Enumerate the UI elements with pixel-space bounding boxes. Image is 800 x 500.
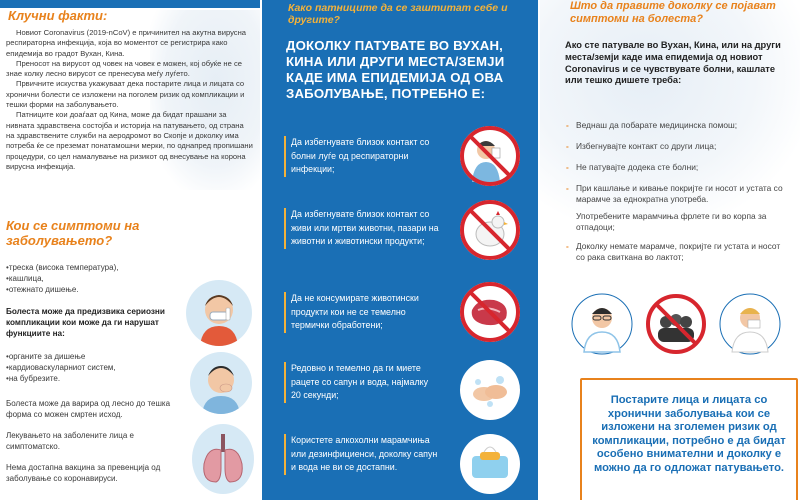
elderly-warning-text: Постарите лица и лицата со хронични заболувања кои се изложени на зголемен ризик од компликации, потребно е да бидат особено внимателни и доколку е можно да го одложат патувањето. xyxy=(592,394,786,474)
key-facts-column xyxy=(0,0,260,500)
fact-paragraph: Патниците кои доаѓаат од Кина, може да бидат прашани за нивната здравствена состојба и историја на патувањето, од страна на здравствените служби на аеродромот во Скопје и доколку има потреба ќе се преземат понатамошни мерки, по однапред пропишани процедури, со цел намалување на ризикот од внесување на корона вирусна инфекција. xyxy=(6,110,253,171)
action-title: Што да правите доколку се појават симптоми на болеста? xyxy=(570,0,776,25)
organ-item: • на бубрезите. xyxy=(6,373,116,384)
action-item: - Избегнувајте контакт со други лица; xyxy=(566,141,786,152)
no-raw-meat-icon xyxy=(458,280,522,344)
advice-item: Да избегнувате близок контакт со живи или мртви животни, пазари на животни и животински продукти; xyxy=(284,208,439,249)
fact-paragraph: Новиот Coronavirus (2019-nCoV) е причинител на акутна вирусна респираторна инфекција, која во моментот се регистрира како епидемија во градот Вухан, Кина. xyxy=(6,28,247,58)
symptom-item: • отежнато дишење. xyxy=(6,284,118,295)
action-item: - Не патувајте додека сте болни; xyxy=(566,162,786,173)
organ-item: • органите за дишење xyxy=(6,351,116,362)
sneezing-person-icon xyxy=(718,292,782,356)
symptoms-action-column xyxy=(540,0,800,500)
fact-paragraph: Преносот на вирусот од човек на човек е можен, кој обуќе не се знае колку лесно вирусот се пренесува меѓу луѓето. xyxy=(6,58,242,79)
action-item: - При кашлање и кивање покријте ги носот и устата со марамче за еднократна употреба. xyxy=(566,183,786,205)
advice-item: Да не консумирате животински продукти кои не се темелно термички обработени; xyxy=(284,292,439,333)
treatment-text: Лекувањето на заболените лица е симптоматско. xyxy=(6,431,134,451)
advice-item: Користете алкохолни марамчиња или дезинфициенси, доколку сапун и вода не ви се достапни. xyxy=(284,434,439,475)
coughing-person-illustration xyxy=(190,352,252,414)
protection-column xyxy=(262,0,538,500)
elderly-warning-box xyxy=(580,378,798,500)
symptom-item: • кашлица, xyxy=(6,273,118,284)
wet-wipes-icon xyxy=(458,432,522,496)
no-crowd-icon xyxy=(644,292,708,356)
lungs-illustration xyxy=(192,424,254,494)
action-item: Употребените марамчиња фрлете ги во корпа за отпадоци; xyxy=(576,211,767,232)
symptoms-list xyxy=(6,262,118,295)
travel-warning-headline: ДОКОЛКУ ПАТУВАТЕ ВО ВУХАН, КИНА ИЛИ ДРУГИ МЕСТА/ЗЕМЈИ КАДЕ ИМА ЕПИДЕМИЈА ОД ОВА ЗАБОЛУВАЊЕ, ПОТРЕБНО Е: xyxy=(286,38,505,101)
key-facts-text xyxy=(6,28,254,172)
action-list xyxy=(566,120,786,263)
action-item: - Веднаш да побарате медицинска помош; xyxy=(566,120,786,131)
key-facts-title: Клучни факти: xyxy=(8,8,108,23)
severity-text: Болеста може да варира од лесно до тешка форма со можен смртен исход. xyxy=(6,399,171,419)
sick-person-mask-illustration xyxy=(186,280,252,346)
symptom-item: • треска (висока температура), xyxy=(6,262,118,273)
hand-washing-icon xyxy=(458,358,522,422)
action-intro: Ако сте патувале во Вухан, Кина, или на други места/земји каде има епидемија од новиот Coronavirus и се чувствувате болни, кашлате или тешко дишете треба: xyxy=(565,40,781,86)
organs-list xyxy=(6,351,116,384)
doctor-icon xyxy=(570,292,634,356)
action-item: - Доколку немате марамче, покријте ги устата и носот со рака свиткана во лактот; xyxy=(566,241,786,263)
advice-item: Редовно и темелно да ги миете рацете со сапун и вода, најмалку 20 секунди; xyxy=(284,362,439,403)
no-contact-sick-icon xyxy=(458,124,522,188)
symptoms-title: Кои се симптоми на заболувањето? xyxy=(6,218,140,248)
complications-title: Болеста може да предизвика сериозни компликации кои може да ги нарушат функциите на: xyxy=(6,307,165,338)
advice-item: Да избегнувате близок контакт со болни луѓе од респираторни инфекции; xyxy=(284,136,439,177)
protection-subtitle: Како патниците да се заштитат себе и другите? xyxy=(288,2,508,26)
vaccine-text: Нема достапна вакцина за превенција од заболување со коронавируси. xyxy=(6,463,161,483)
fact-paragraph: Првичните искуства укажуваат дека постарите лица и лицата со хронични болести се изложени на поголем ризик од компликации и тешки форми на заболувањето. xyxy=(6,79,245,110)
no-live-animals-icon xyxy=(458,198,522,262)
top-bar xyxy=(0,0,260,8)
organ-item: • кардиоваскуларниот систем, xyxy=(6,362,116,373)
